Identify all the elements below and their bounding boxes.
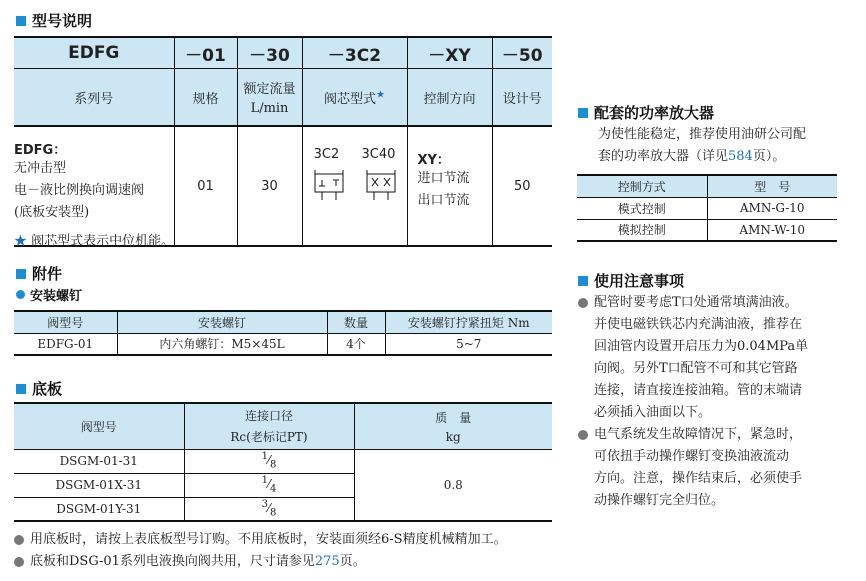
model-note: ★ 阀芯型式表示中位机能。 bbox=[14, 234, 175, 249]
section-heading-accessory: 附件 bbox=[16, 263, 62, 284]
star-icon: ★ bbox=[376, 89, 385, 101]
baseplate-note-2: 底板和DSG-01系列电液换向阀共用，尺寸请参见275页。 bbox=[14, 551, 366, 573]
baseplate-header-row: 阀型号 连接口径 Rc(老标记PT) 质 量 kg bbox=[14, 403, 552, 449]
dot-bullet-icon bbox=[16, 290, 25, 299]
label-flow: 额定流量 L/min bbox=[237, 69, 302, 127]
screw-header-row: 阀型号 安装螺钉 数量 安装螺钉拧紧扭矩 Nm bbox=[14, 311, 552, 333]
dot-bullet-icon bbox=[578, 298, 588, 308]
page-ref-link[interactable]: 584 bbox=[728, 149, 753, 164]
code-size: －01 bbox=[174, 37, 237, 69]
value-direction: XY： 进口节流 出口节流 bbox=[407, 126, 492, 246]
label-series: 系列号 bbox=[14, 69, 174, 127]
label-size: 规格 bbox=[174, 69, 237, 127]
code-series: EDFG bbox=[14, 37, 174, 69]
code-direction: －XY bbox=[407, 37, 492, 69]
power-amp-table bbox=[577, 174, 837, 242]
model-code-table bbox=[14, 36, 552, 247]
precautions-list bbox=[578, 292, 840, 512]
star-note-icon: ★ bbox=[14, 234, 28, 249]
model-code-row bbox=[14, 37, 552, 69]
section-heading-baseplate: 底板 bbox=[16, 378, 62, 399]
spool-3c40-label: 3C40 bbox=[361, 147, 396, 162]
subheading-mounting-screw: 安装螺钉 bbox=[16, 285, 82, 304]
section-heading-power-amp: 配套的功率放大器 bbox=[578, 102, 714, 123]
spool-3c2-label: 3C2 bbox=[313, 147, 340, 162]
page-ref-link[interactable]: 275 bbox=[314, 554, 340, 569]
table-row: EDFG-01 内六角螺钉：M5×45L 4个 5~7 bbox=[14, 333, 552, 355]
spool-3c40-symbol-icon bbox=[363, 166, 399, 202]
value-size: 01 bbox=[174, 126, 237, 246]
square-bullet-icon bbox=[578, 108, 588, 118]
label-direction: 控制方向 bbox=[407, 69, 492, 127]
mounting-screw-table bbox=[14, 310, 552, 356]
dot-bullet-icon bbox=[578, 430, 588, 440]
baseplate-table bbox=[14, 402, 552, 522]
value-series: EDFG： 无冲击型 电－液比例换向调速阀 (底板安装型) bbox=[14, 143, 145, 220]
amp-header-row: 控制方式 型 号 bbox=[577, 175, 837, 197]
label-spool: 阀芯型式★ bbox=[302, 69, 407, 127]
port-size-fraction: $^3⁄_8$ bbox=[184, 497, 354, 521]
code-flow: －30 bbox=[237, 37, 302, 69]
square-bullet-icon bbox=[578, 276, 588, 286]
square-bullet-icon bbox=[16, 16, 26, 26]
dot-bullet-icon bbox=[14, 557, 24, 567]
precaution-item-1: 配管时要考虑T口处通常填满油液。 并使电磁铁铁芯内充满油液，推荐在 回油管内设置开启压力为0.04MPa单 向阀。另外T口配管不可和其它管路 连接，请直接连接油箱。管的末端请 必须插入油面以下。 bbox=[578, 292, 840, 424]
port-size-fraction: $^1⁄_8$ bbox=[184, 449, 354, 473]
code-design: －50 bbox=[492, 37, 552, 69]
code-spool: －3C2 bbox=[302, 37, 407, 69]
spool-3c2-symbol-icon bbox=[311, 166, 347, 202]
table-row: DSGM-01X-31 $^1⁄_4$ bbox=[14, 473, 552, 497]
table-row: 模式控制 AMN-G-10 bbox=[577, 197, 837, 219]
section-heading-model: 型号说明 bbox=[16, 10, 92, 31]
table-row: DSGM-01Y-31 $^3⁄_8$ bbox=[14, 497, 552, 521]
square-bullet-icon bbox=[16, 384, 26, 394]
precaution-item-2: 电气系统发生故障情况下，紧急时， 可依扭手动操作螺钉变换油液流动 方向。注意，操作结束后，必须使手 动操作螺钉完全归位。 bbox=[578, 424, 840, 512]
square-bullet-icon bbox=[16, 269, 26, 279]
value-spool bbox=[302, 126, 407, 246]
model-value-row bbox=[14, 126, 552, 246]
table-row: 模拟控制 AMN-W-10 bbox=[577, 219, 837, 241]
value-flow: 30 bbox=[237, 126, 302, 246]
table-row: DSGM-01-31 $^1⁄_8$ 0.8 bbox=[14, 449, 552, 473]
power-amp-text: 为使性能稳定，推荐使用油研公司配 套的功率放大器（详见584页）。 bbox=[598, 127, 807, 164]
mass-value: 0.8 bbox=[354, 449, 552, 521]
model-label-row bbox=[14, 69, 552, 127]
port-size-fraction: $^1⁄_4$ bbox=[184, 473, 354, 497]
dot-bullet-icon bbox=[14, 535, 24, 545]
baseplate-note-1: 用底板时，请按上表底板型号订购。不用底板时，安装面须经6-S精度机械精加工。 bbox=[14, 529, 507, 551]
value-design: 50 bbox=[492, 126, 552, 246]
label-design: 设计号 bbox=[492, 69, 552, 127]
section-heading-precautions: 使用注意事项 bbox=[578, 270, 684, 291]
